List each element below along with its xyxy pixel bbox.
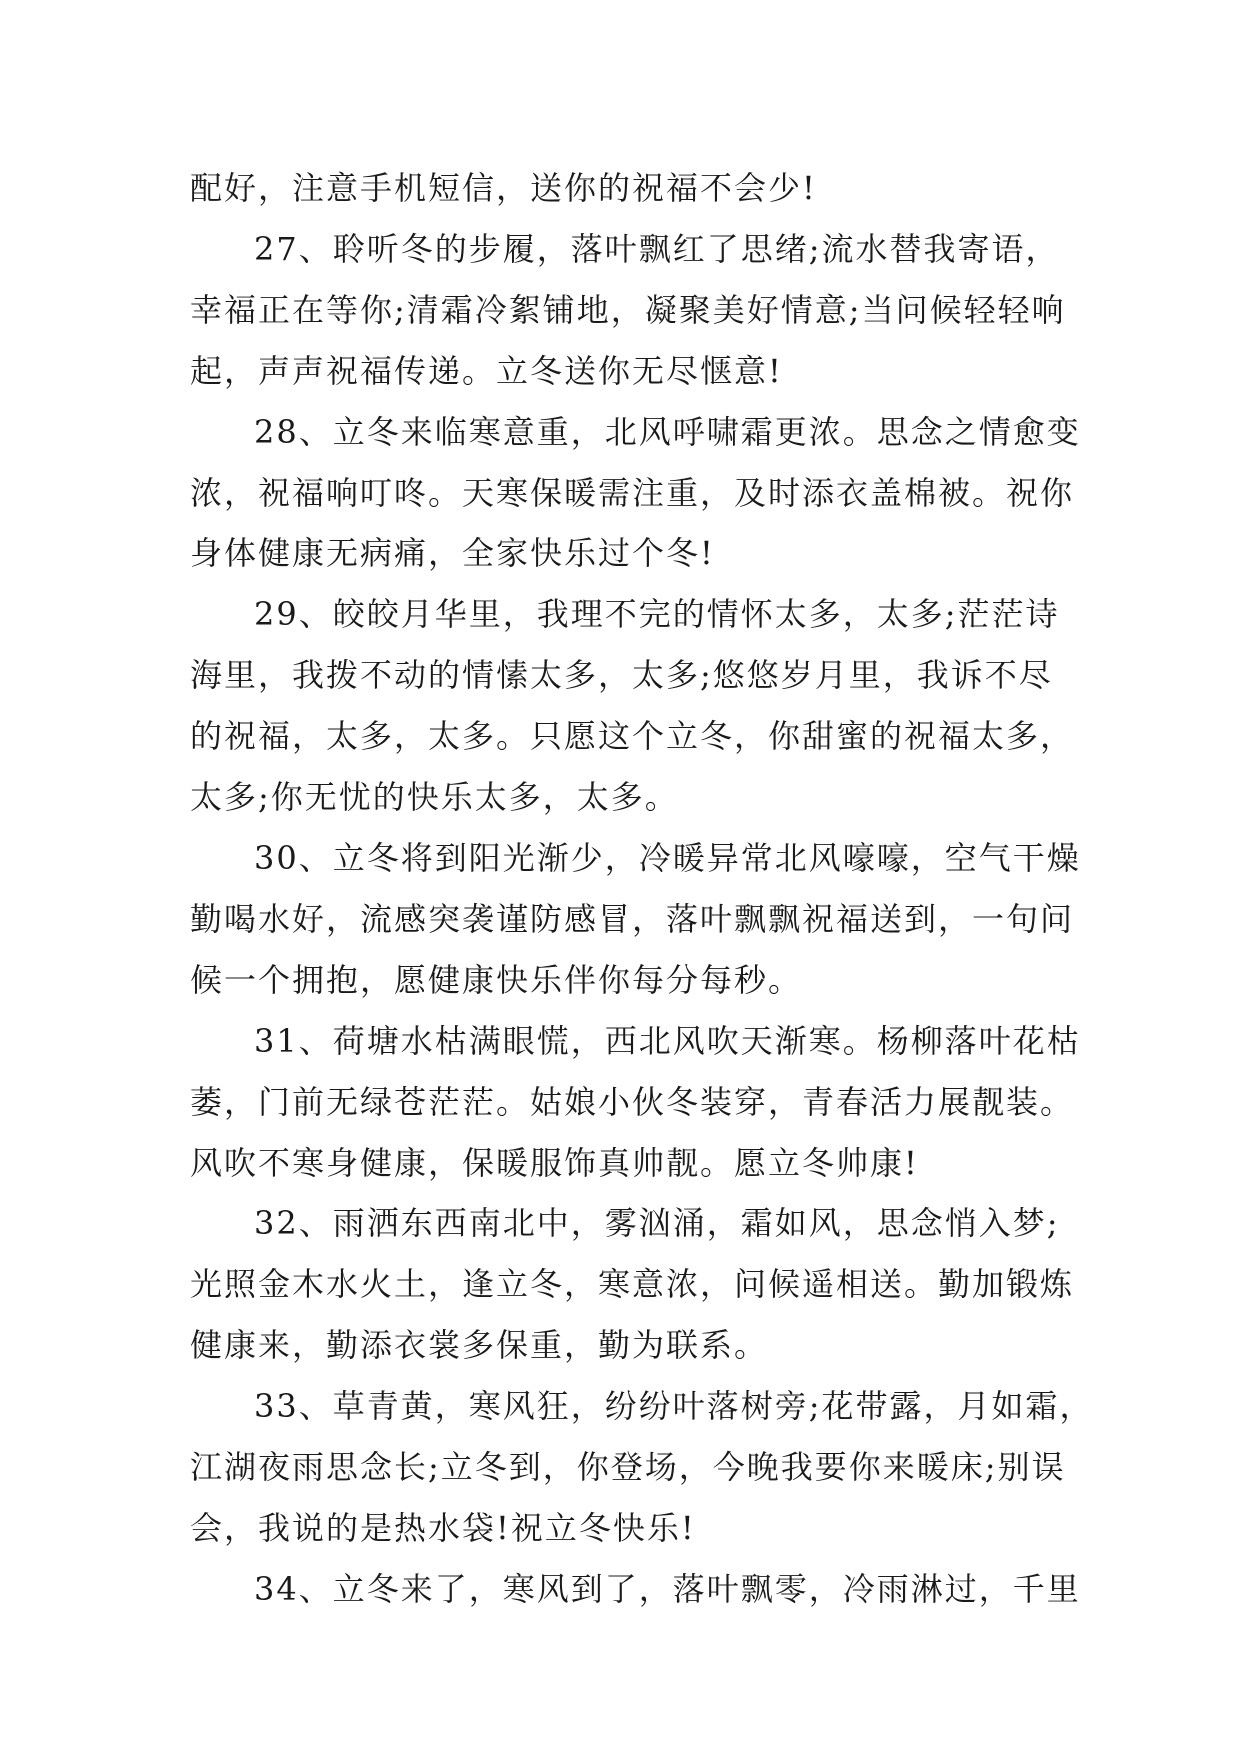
text-line: 海里，我拨不动的情愫太多，太多;悠悠岁月里，我诉不尽 [190,656,1053,695]
paragraph [190,158,1050,219]
paragraph [190,219,1066,402]
text-line: 萎，门前无绿苍茫茫。姑娘小伙冬装穿，青春活力展靓装。 [190,1082,1075,1121]
text-line: 的祝福，太多，太多。只愿这个立冬，你甜蜜的祝福太多， [190,717,1075,756]
text-line: 健康来，勤添衣裳多保重，勤为联系。 [190,1326,769,1365]
text-line: 身体健康无病痛，全家快乐过个冬! [190,534,715,573]
paragraph [190,584,1075,828]
text-line: 幸福正在等你;清霜冷絮铺地，凝聚美好情意;当问候轻轻响 [190,290,1066,329]
text-line: 会，我说的是热水袋!祝立冬快乐! [190,1508,696,1547]
text-line: 29、皎皎月华里，我理不完的情怀太多，太多;茫茫诗 [254,595,1060,634]
paragraph [190,1193,1075,1376]
paragraph [190,402,1081,585]
paragraph [190,1376,1094,1559]
text-line: 候一个拥抱，愿健康快乐伴你每分每秒。 [190,960,803,999]
paragraph [190,1559,1081,1620]
text-line: 34、立冬来了，寒风到了，落叶飘零，冷雨淋过，千里 [254,1569,1081,1608]
text-line: 太多;你无忧的快乐太多，太多。 [190,778,679,817]
paragraph [190,1011,1081,1194]
text-line: 27、聆听冬的步履，落叶飘红了思绪;流水替我寄语， [254,229,1060,268]
paragraph [190,828,1081,1011]
text-line: 31、荷塘水枯满眼慌，西北风吹天渐寒。杨柳落叶花枯 [254,1021,1081,1060]
text-line: 起，声声祝福传递。立冬送你无尽惬意! [190,351,783,390]
text-line: 光照金木水火土，逢立冬，寒意浓，问候遥相送。勤加锻炼 [190,1265,1075,1304]
text-line: 浓，祝福响叮咚。天寒保暖需注重，及时添衣盖棉被。祝你 [190,473,1075,512]
text-line: 32、雨洒东西南北中，雾汹涌，霜如风，思念悄入梦; [254,1204,1060,1243]
text-line: 配好，注意手机短信，送你的祝福不会少! [190,169,817,207]
document-body [190,158,1094,1620]
text-line: 勤喝水好，流感突袭谨防感冒，落叶飘飘祝福送到，一句问 [190,899,1075,938]
text-line: 33、草青黄，寒风狂，纷纷叶落树旁;花带露，月如霜， [254,1387,1094,1426]
text-line: 30、立冬将到阳光渐少，冷暖异常北风嚎嚎，空气干燥 [254,838,1081,877]
text-line: 28、立冬来临寒意重，北风呼啸霜更浓。思念之情愈变 [254,412,1081,451]
text-line: 风吹不寒身健康，保暖服饰真帅靓。愿立冬帅康! [190,1143,919,1182]
text-line: 江湖夜雨思念长;立冬到，你登场，今晚我要你来暖床;别误 [190,1448,1066,1487]
